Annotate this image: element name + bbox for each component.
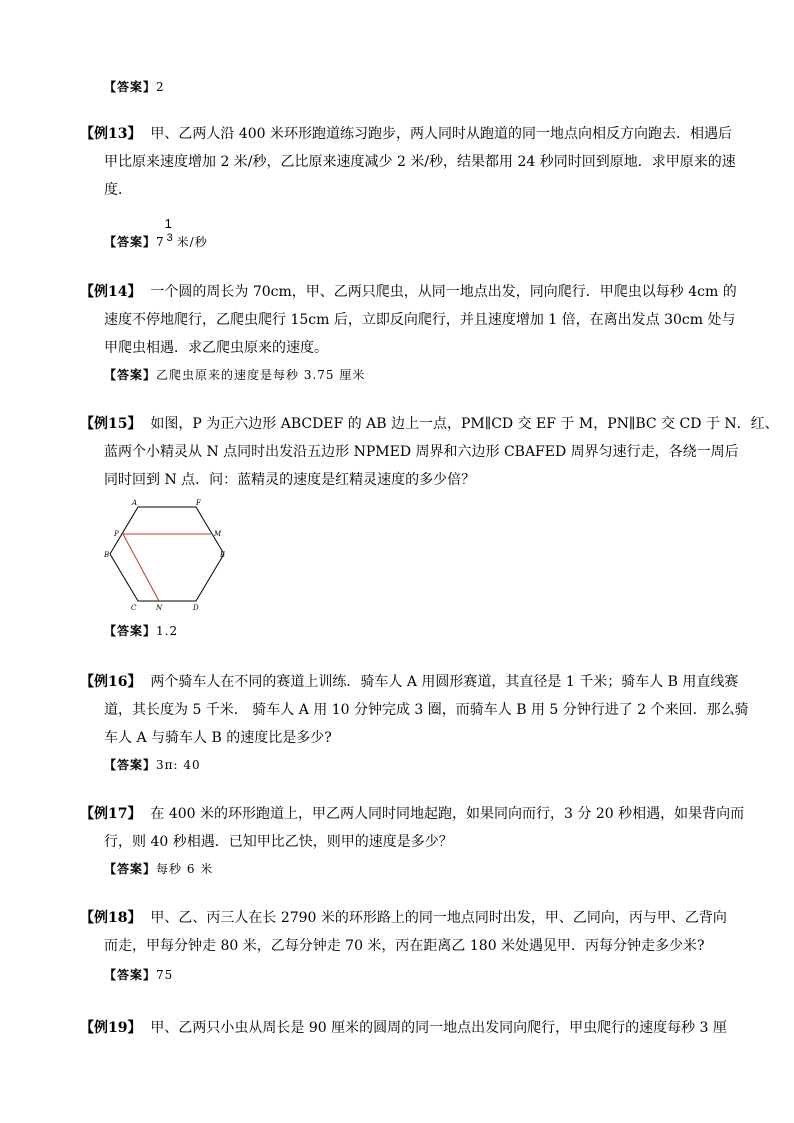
label-a: A: [132, 499, 138, 507]
answer-value: 乙爬虫原来的速度是每秒 3.75 厘米: [156, 368, 366, 382]
example-18: [80, 904, 727, 960]
label-n: N: [156, 604, 163, 612]
example-text-line: 两个骑车人在不同的赛道上训练．骑车人 A 用圆形赛道，其直径是 1 千米；骑车人 B 用直线赛: [150, 674, 739, 690]
hexagon-figure: [104, 498, 232, 614]
label-b: B: [104, 551, 110, 559]
fraction-denominator: 3: [166, 232, 174, 244]
answer-value: 2: [156, 80, 165, 94]
label-f: F: [196, 499, 201, 507]
example-text-line: 道，其长度为 5 千米． 骑车人 A 用 10 分钟完成 3 圈，而骑车人 B 用 5 分钟行进了 2 个来回．那么骑: [104, 702, 749, 718]
example-16: [80, 668, 749, 752]
example-text-line: 如图，P 为正六边形 ABCDEF 的 AB 边上一点，PM∥CD 交 EF 于 M，PN∥BC 交 CD 于 N．红、: [150, 416, 779, 432]
answer-label: 【答案】: [104, 862, 157, 876]
example-number: 【例14】: [80, 284, 142, 300]
example-15: [80, 410, 779, 494]
answer-12: [104, 78, 165, 95]
answer-label: 【答案】: [104, 368, 157, 382]
answer-value: 3π: 40: [156, 758, 201, 772]
example-text-line: 行，则 40 秒相遇．已知甲比乙快，则甲的速度是多少？: [104, 834, 453, 850]
answer-value: 75: [156, 968, 174, 982]
answer-13: [104, 216, 208, 250]
answer-label: 【答案】: [104, 968, 157, 982]
hexagon-outline: [110, 507, 224, 601]
example-text-line: 车人 A 与骑车人 B 的速度比是多少?: [104, 730, 332, 746]
answer-15: [104, 622, 178, 639]
fraction-numerator: 1: [164, 216, 173, 231]
example-text-line: 甲爬虫相遇．求乙爬虫原来的速度。: [104, 340, 328, 356]
answer-whole: 7: [156, 235, 165, 249]
label-c: C: [131, 604, 137, 612]
example-13: [80, 120, 736, 204]
example-number: 【例17】: [80, 806, 142, 822]
example-number: 【例13】: [80, 126, 142, 142]
example-number: 【例15】: [80, 416, 142, 432]
answer-unit: 米/秒: [176, 235, 208, 249]
label-e: E: [220, 551, 226, 559]
answer-16: [104, 756, 201, 773]
example-text-line: 甲、乙两只小虫从周长是 90 厘米的圆周的同一地点出发同向爬行，甲虫爬行的速度每秒 3 厘: [150, 1020, 727, 1036]
example-text-line: 一个圆的周长为 70cm，甲、乙两只爬虫，从同一地点出发，同向爬行．甲爬虫以每秒 4cm 的: [150, 284, 737, 300]
example-number: 【例18】: [80, 910, 142, 926]
answer-value: 每秒 6 米: [156, 862, 214, 876]
answer-label: 【答案】: [104, 235, 157, 249]
line-pn: [123, 534, 159, 601]
answer-label: 【答案】: [104, 80, 157, 94]
answer-fraction: [164, 216, 177, 246]
example-text-line: 同时回到 N 点．问：蓝精灵的速度是红精灵速度的多少倍？: [104, 472, 476, 488]
answer-17: [104, 860, 213, 877]
label-m: M: [214, 530, 222, 538]
answer-18: [104, 966, 173, 983]
answer-label: 【答案】: [104, 624, 157, 638]
label-d: D: [193, 604, 199, 612]
label-p: P: [114, 530, 119, 538]
example-19: [80, 1014, 727, 1042]
example-text-line: 速度不停地爬行，乙爬虫爬行 15cm 后，立即反向爬行，并且速度增加 1 倍，在离出发点 30cm 处与: [104, 312, 736, 328]
example-number: 【例19】: [80, 1020, 142, 1036]
example-number: 【例16】: [80, 674, 142, 690]
example-text-line: 蓝两个小精灵从 N 点同时出发沿五边形 NPMED 周界和六边形 CBAFED 周界匀速行走，各绕一周后: [104, 444, 739, 460]
example-14: [80, 278, 737, 362]
answer-label: 【答案】: [104, 758, 157, 772]
example-17: [80, 800, 745, 856]
example-text-line: 甲、乙、丙三人在长 2790 米的环形路上的同一地点同时出发，甲、乙同向，丙与甲、乙背向: [150, 910, 727, 926]
example-text-line: 度．: [104, 182, 132, 198]
example-text-line: 在 400 米的环形跑道上，甲乙两人同时同地起跑，如果同向而行，3 分 20 秒相遇，如果背向而: [150, 806, 745, 822]
answer-14: [104, 366, 365, 383]
example-text-line: 甲比原来速度增加 2 米/秒，乙比原来速度减少 2 米/秒，结果都用 24 秒同时回到原地．求甲原来的速: [104, 154, 736, 170]
example-text-line: 而走，甲每分钟走 80 米，乙每分钟走 70 米，丙在距离乙 180 米处遇见甲．丙每分钟走多少米?: [104, 938, 705, 954]
example-text-line: 甲、乙两人沿 400 米环形跑道练习跑步，两人同时从跑道的同一地点向相反方向跑去．相遇后: [150, 126, 733, 142]
answer-value: 1.2: [156, 624, 179, 638]
